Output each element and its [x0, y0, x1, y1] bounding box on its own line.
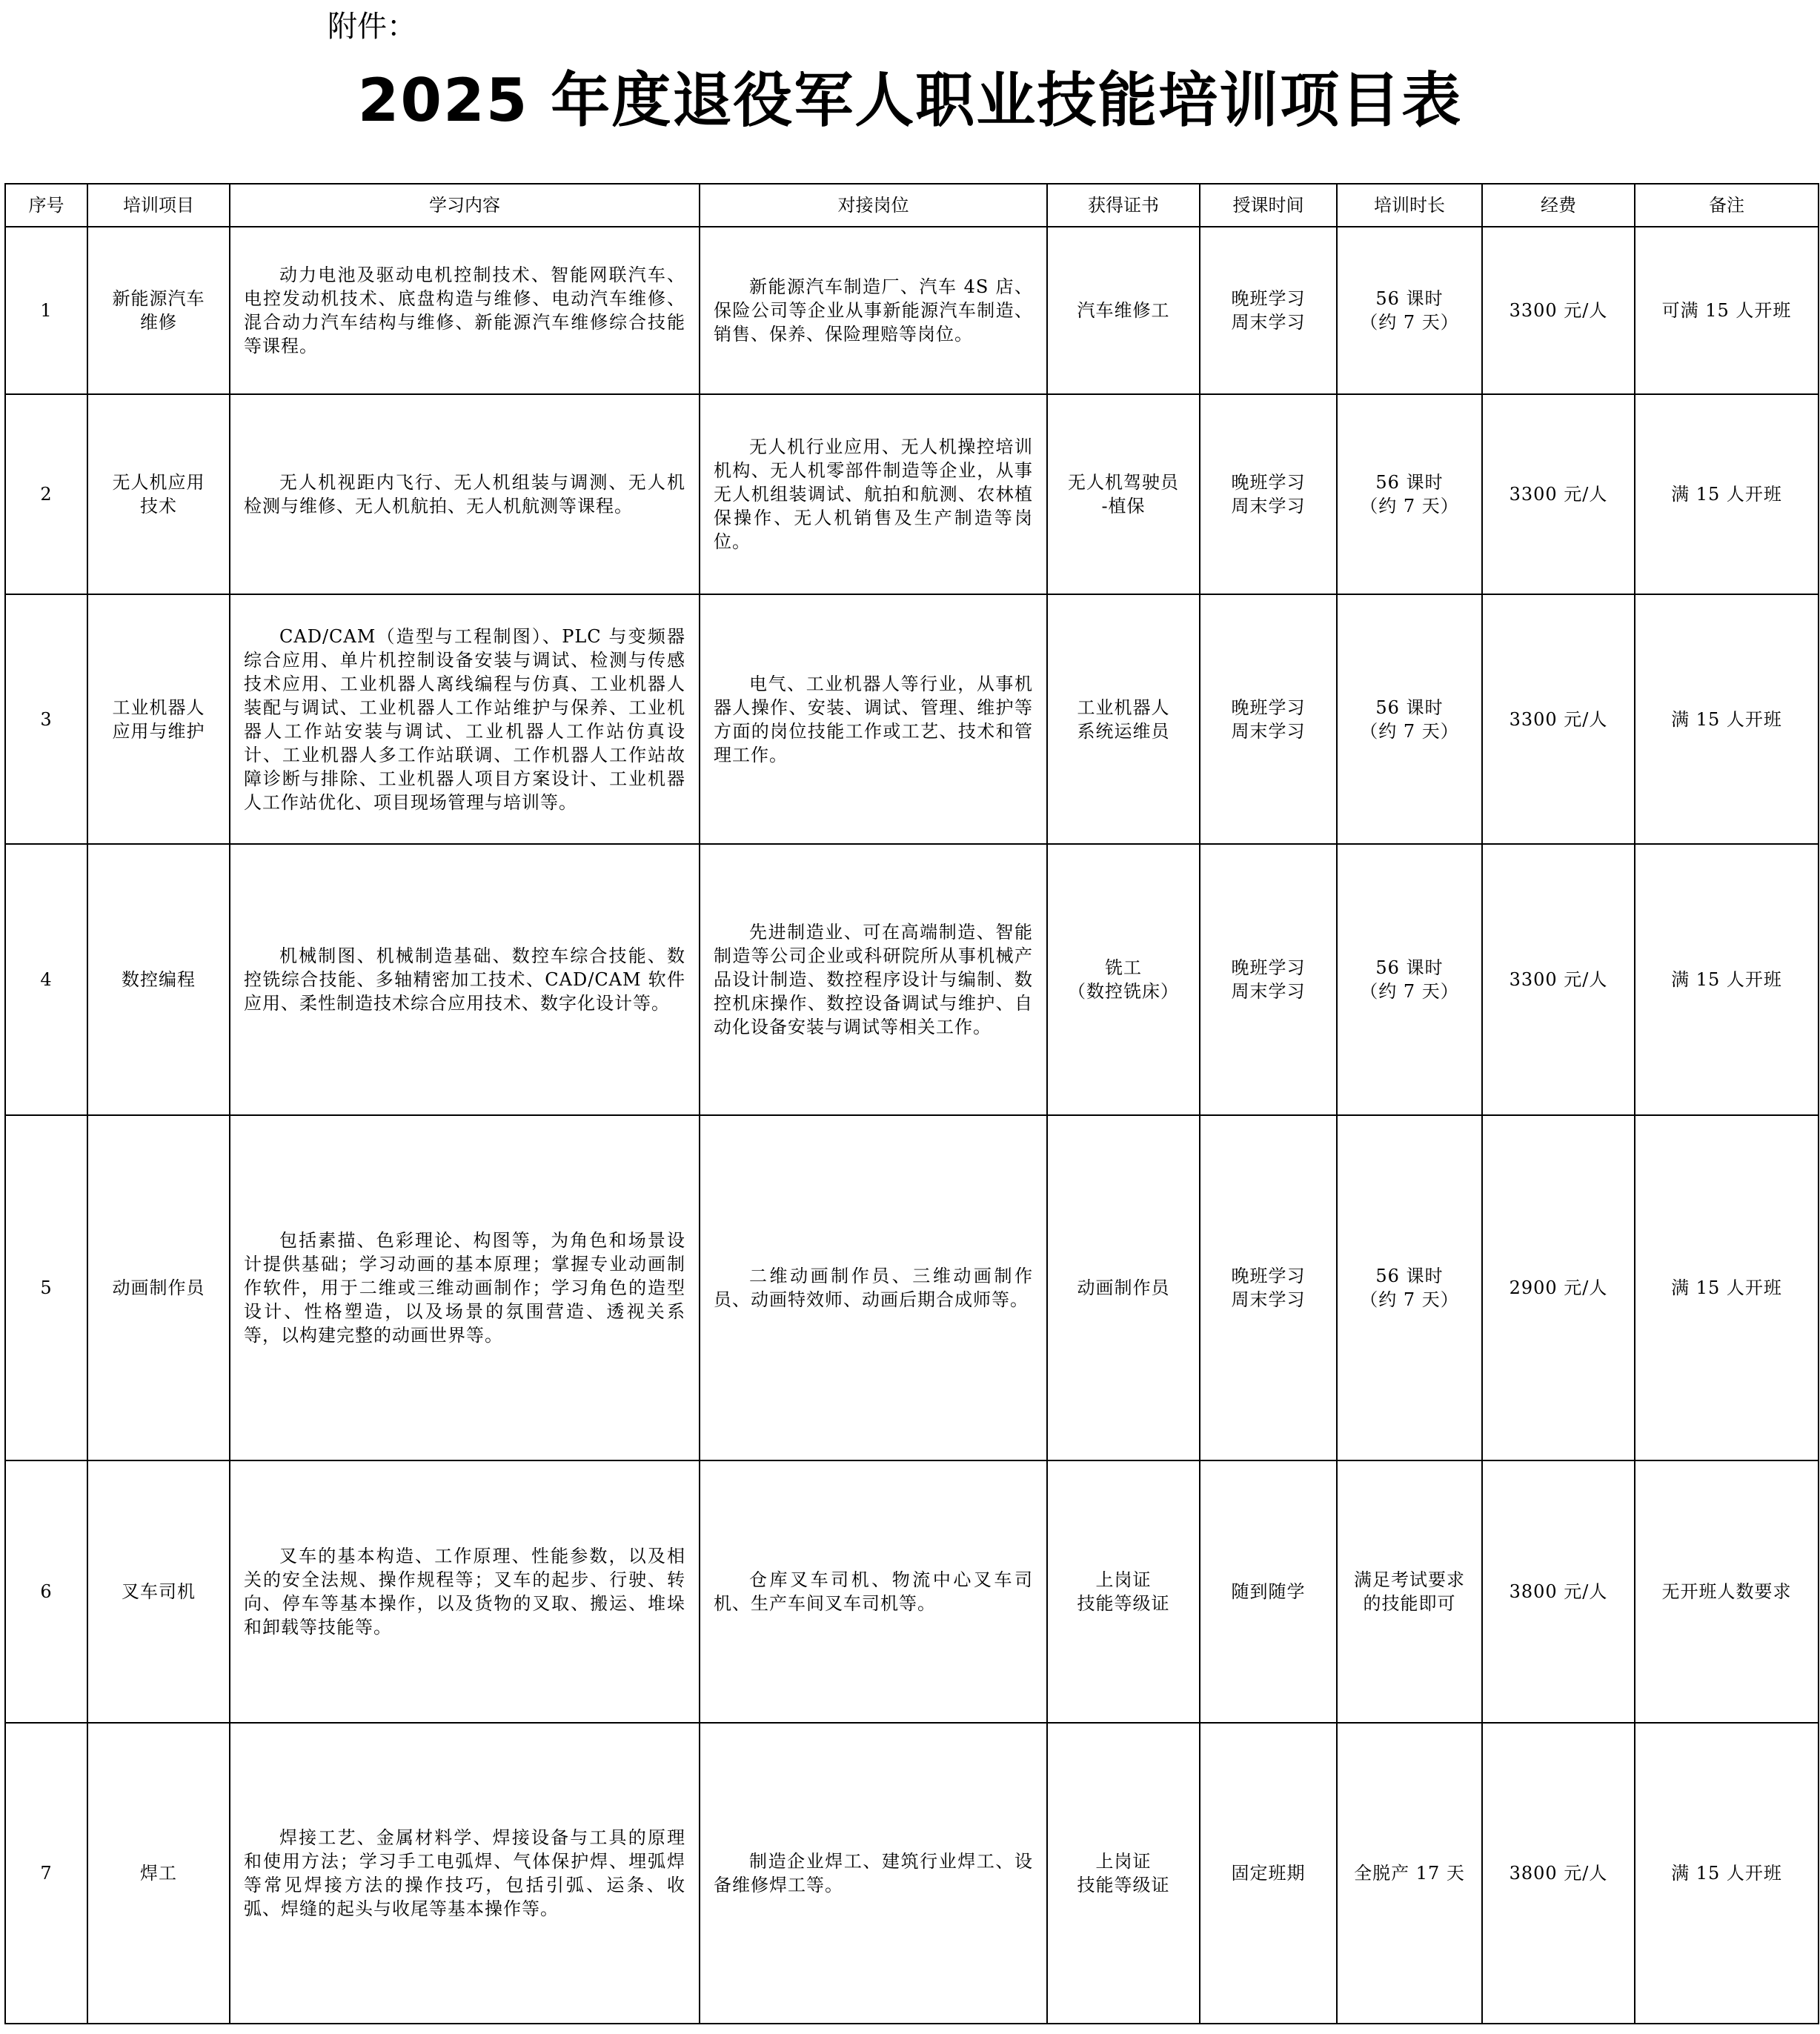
attachment-label: 附件：: [328, 10, 416, 44]
cell-schedule: 随到随学: [1200, 1460, 1337, 1723]
cell-content-text: 动力电池及驱动电机控制技术、智能网联汽车、电控发动机技术、底盘构造与维修、电动汽车维修、混合动力汽车结构与维修、新能源汽车维修综合技能等课程。: [244, 265, 685, 356]
cell-duration: 56 课时 （约 7 天）: [1337, 844, 1482, 1115]
training-project-table: [4, 183, 1819, 2024]
cell-fee: 3800 元/人: [1482, 1460, 1635, 1723]
cell-fee: 3300 元/人: [1482, 844, 1635, 1115]
cell-content: [230, 844, 700, 1115]
cell-post-text: 先进制造业、可在高端制造、智能制造等公司企业或科研院所从事机械产品设计制造、数控程序设计与编制、数控机床操作、数控设备调试与维护、自动化设备安装与调试等相关工作。: [714, 922, 1033, 1037]
cell-post: [700, 1723, 1047, 2024]
header-project: 培训项目: [87, 184, 230, 227]
cell-content-text: 无人机视距内飞行、无人机组装与调测、无人机检测与维修、无人机航拍、无人机航测等课程。: [244, 472, 685, 516]
cell-no: 5: [5, 1115, 87, 1460]
cell-post: [700, 1460, 1047, 1723]
header-duration: 培训时长: [1337, 184, 1482, 227]
cell-no: 1: [5, 227, 87, 394]
cell-schedule: 晚班学习 周末学习: [1200, 594, 1337, 844]
cell-content: [230, 1460, 700, 1723]
cell-post-text: 无人机行业应用、无人机操控培训机构、无人机零部件制造等企业，从事无人机组装调试、航拍和航测、农林植保操作、无人机销售及生产制造等岗位。: [714, 436, 1033, 552]
cell-project: 无人机应用 技术: [87, 394, 230, 594]
table-row: [5, 594, 1819, 844]
cell-remark: 可满 15 人开班: [1635, 227, 1819, 394]
cell-remark: 满 15 人开班: [1635, 1115, 1819, 1460]
cell-project: 数控编程: [87, 844, 230, 1115]
cell-content-text: CAD/CAM（造型与工程制图）、PLC 与变频器综合应用、单片机控制设备安装与调试、检测与传感技术应用、工业机器人离线编程与仿真、工业机器人装配与调试、工业机器人工作站维护与保养、工业机器人工作站安装与调试、工业机器人工作站仿真设计、工业机器人多工作站联调、工作机器人工作站故障诊断与排除、工业机器人项目方案设计、工业机器人工作站优化、项目现场管理与培训等。: [244, 625, 685, 813]
cell-project: 动画制作员: [87, 1115, 230, 1460]
cell-content-text: 焊接工艺、金属材料学、焊接设备与工具的原理和使用方法；学习手工电弧焊、气体保护焊、埋弧焊等常见焊接方法的操作技巧，包括引弧、运条、收弧、焊缝的起头与收尾等基本操作等。: [244, 1827, 685, 1919]
cell-remark: 满 15 人开班: [1635, 1723, 1819, 2024]
cell-post-text: 制造企业焊工、建筑行业焊工、设备维修焊工等。: [714, 1851, 1033, 1895]
cell-fee: 3300 元/人: [1482, 227, 1635, 394]
cell-certificate: 上岗证 技能等级证: [1047, 1460, 1200, 1723]
cell-project: 新能源汽车 维修: [87, 227, 230, 394]
cell-content: [230, 594, 700, 844]
cell-fee: 2900 元/人: [1482, 1115, 1635, 1460]
cell-post-text: 二维动画制作员、三维动画制作员、动画特效师、动画后期合成师等。: [714, 1266, 1033, 1310]
header-content: 学习内容: [230, 184, 700, 227]
cell-fee: 3300 元/人: [1482, 594, 1635, 844]
cell-post: [700, 1115, 1047, 1460]
cell-post-text: 新能源汽车制造厂、汽车 4S 店、保险公司等企业从事新能源汽车制造、销售、保养、保险理赔等岗位。: [714, 276, 1033, 345]
table-row: [5, 227, 1819, 394]
cell-content: [230, 1115, 700, 1460]
cell-no: 6: [5, 1460, 87, 1723]
cell-no: 7: [5, 1723, 87, 2024]
page-title: 2025 年度退役军人职业技能培训项目表: [357, 66, 1463, 135]
cell-remark: 满 15 人开班: [1635, 394, 1819, 594]
cell-duration: 56 课时 （约 7 天）: [1337, 394, 1482, 594]
header-remark: 备注: [1635, 184, 1819, 227]
cell-remark: 满 15 人开班: [1635, 844, 1819, 1115]
cell-project: 焊工: [87, 1723, 230, 2024]
cell-content: [230, 1723, 700, 2024]
cell-remark: 无开班人数要求: [1635, 1460, 1819, 1723]
cell-no: 2: [5, 394, 87, 594]
header-fee: 经费: [1482, 184, 1635, 227]
header-no: 序号: [5, 184, 87, 227]
cell-certificate: 铣工 （数控铣床）: [1047, 844, 1200, 1115]
table-header-row: [5, 184, 1819, 227]
cell-schedule: 晚班学习 周末学习: [1200, 394, 1337, 594]
cell-content-text: 叉车的基本构造、工作原理、性能参数，以及相关的安全法规、操作规程等；叉车的起步、行驶、转向、停车等基本操作，以及货物的叉取、搬运、堆垛和卸载等技能等。: [244, 1546, 685, 1638]
cell-certificate: 动画制作员: [1047, 1115, 1200, 1460]
cell-duration: 56 课时 （约 7 天）: [1337, 227, 1482, 394]
cell-project: 叉车司机: [87, 1460, 230, 1723]
cell-post-text: 仓库叉车司机、物流中心叉车司机、生产车间叉车司机等。: [714, 1569, 1033, 1614]
header-certificate: 获得证书: [1047, 184, 1200, 227]
cell-no: 3: [5, 594, 87, 844]
cell-fee: 3300 元/人: [1482, 394, 1635, 594]
table-row: [5, 1460, 1819, 1723]
table-row: [5, 394, 1819, 594]
cell-project: 工业机器人 应用与维护: [87, 594, 230, 844]
cell-schedule: 晚班学习 周末学习: [1200, 1115, 1337, 1460]
cell-post-text: 电气、工业机器人等行业，从事机器人操作、安装、调试、管理、维护等方面的岗位技能工作或工艺、技术和管理工作。: [714, 673, 1033, 765]
cell-certificate: 无人机驾驶员 -植保: [1047, 394, 1200, 594]
header-post: 对接岗位: [700, 184, 1047, 227]
cell-content-text: 机械制图、机械制造基础、数控车综合技能、数控铣综合技能、多轴精密加工技术、CAD/CAM 软件应用、柔性制造技术综合应用技术、数字化设计等。: [244, 945, 685, 1014]
cell-remark: 满 15 人开班: [1635, 594, 1819, 844]
cell-duration: 56 课时 （约 7 天）: [1337, 1115, 1482, 1460]
cell-certificate: 工业机器人 系统运维员: [1047, 594, 1200, 844]
cell-post: [700, 844, 1047, 1115]
cell-no: 4: [5, 844, 87, 1115]
cell-content: [230, 394, 700, 594]
cell-duration: 56 课时 （约 7 天）: [1337, 594, 1482, 844]
cell-certificate: 汽车维修工: [1047, 227, 1200, 394]
cell-schedule: 晚班学习 周末学习: [1200, 844, 1337, 1115]
cell-schedule: 固定班期: [1200, 1723, 1337, 2024]
table-row: [5, 1723, 1819, 2024]
cell-post: [700, 394, 1047, 594]
table-row: [5, 1115, 1819, 1460]
header-schedule: 授课时间: [1200, 184, 1337, 227]
cell-schedule: 晚班学习 周末学习: [1200, 227, 1337, 394]
table-row: [5, 844, 1819, 1115]
cell-duration: 全脱产 17 天: [1337, 1723, 1482, 2024]
cell-content: [230, 227, 700, 394]
cell-content-text: 包括素描、色彩理论、构图等，为角色和场景设计提供基础；学习动画的基本原理；掌握专业动画制作软件，用于二维或三维动画制作；学习角色的造型设计、性格塑造，以及场景的氛围营造、透视关系等，以构建完整的动画世界等。: [244, 1230, 685, 1346]
cell-duration: 满足考试要求 的技能即可: [1337, 1460, 1482, 1723]
cell-post: [700, 227, 1047, 394]
cell-fee: 3800 元/人: [1482, 1723, 1635, 2024]
cell-post: [700, 594, 1047, 844]
cell-certificate: 上岗证 技能等级证: [1047, 1723, 1200, 2024]
